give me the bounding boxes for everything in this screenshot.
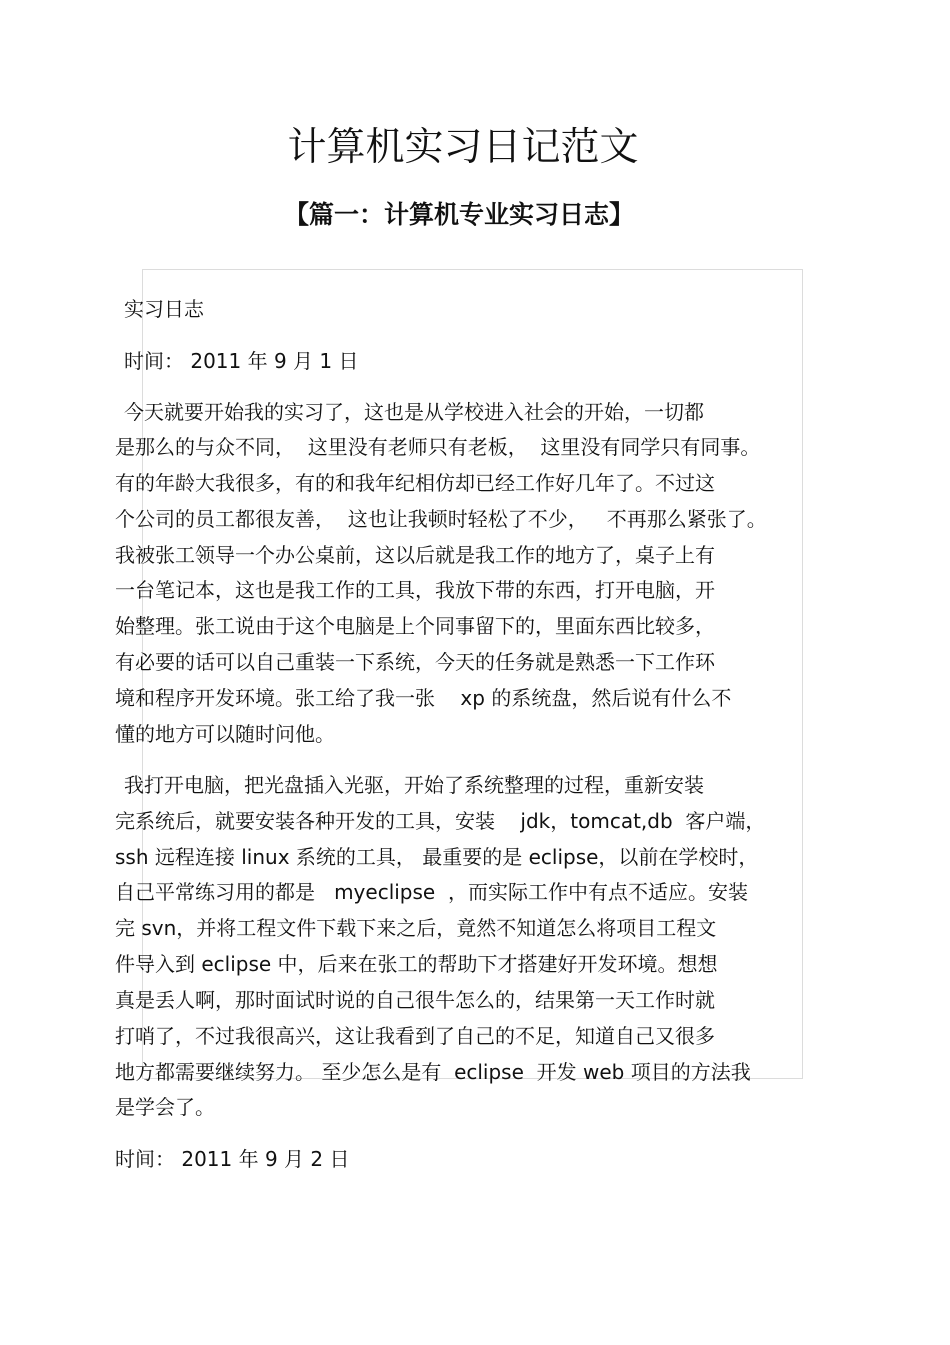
paragraph-line: 始整理。张工说由于这个电脑是上个同事留下的，里面东西比较多，	[115, 614, 715, 638]
paragraph-line: 有的年龄大我很多，有的和我年纪相仿却已经工作好几年了。不过这	[115, 471, 715, 495]
date-line: 时间： 2011 年 9 月 1 日	[124, 349, 359, 373]
paragraph-line: 我打开电脑，把光盘插入光驱，开始了系统整理的过程，重新安装	[124, 773, 704, 797]
paragraph-line: 真是丢人啊，那时面试时说的自己很牛怎么的，结果第一天工作时就	[115, 988, 715, 1012]
paragraph-line: ssh 远程连接 linux 系统的工具， 最重要的是 eclipse，以前在学校时，	[115, 845, 759, 869]
paragraph-line: 自己平常练习用的都是 myeclipse ，而实际工作中有点不适应。安装	[115, 880, 748, 904]
date-line: 时间： 2011 年 9 月 2 日	[115, 1147, 350, 1171]
paragraph-line: 境和程序开发环境。张工给了我一张 xp 的系统盘，然后说有什么不	[115, 686, 732, 710]
paragraph-line: 地方都需要继续努力。 至少怎么是有 eclipse 开发 web 项目的方法我	[115, 1060, 751, 1084]
paragraph-line: 个公司的员工都很友善， 这也让我顿时轻松了不少， 不再那么紧张了。	[115, 507, 767, 531]
page-title: 计算机实习日记范文	[287, 125, 639, 170]
section-subtitle: 【篇一：计算机专业实习日志】	[283, 200, 634, 229]
paragraph-line: 完系统后，就要安装各种开发的工具，安装 jdk，tomcat,db 客户端，	[115, 809, 766, 833]
paragraph-line: 一台笔记本，这也是我工作的工具，我放下带的东西，打开电脑，开	[115, 578, 715, 602]
paragraph-line: 我被张工领导一个办公桌前，这以后就是我工作的地方了，桌子上有	[115, 543, 715, 567]
heading-text: 实习日志	[124, 297, 204, 321]
paragraph-line: 懂的地方可以随时问他。	[115, 722, 335, 746]
paragraph-line: 是那么的与众不同， 这里没有老师只有老板， 这里没有同学只有同事。	[115, 435, 761, 459]
paragraph-line: 打哨了，不过我很高兴，这让我看到了自己的不足，知道自己又很多	[115, 1024, 715, 1048]
paragraph-line: 完 svn，并将工程文件下载下来之后，竟然不知道怎么将项目工程文	[115, 916, 717, 940]
paragraph-line: 今天就要开始我的实习了，这也是从学校进入社会的开始，一切都	[124, 400, 704, 424]
paragraph-line: 是学会了。	[115, 1095, 215, 1119]
paragraph-line: 件导入到 eclipse 中，后来在张工的帮助下才搭建好开发环境。想想	[115, 952, 718, 976]
paragraph-line: 有必要的话可以自己重装一下系统，今天的任务就是熟悉一下工作环	[115, 650, 715, 674]
